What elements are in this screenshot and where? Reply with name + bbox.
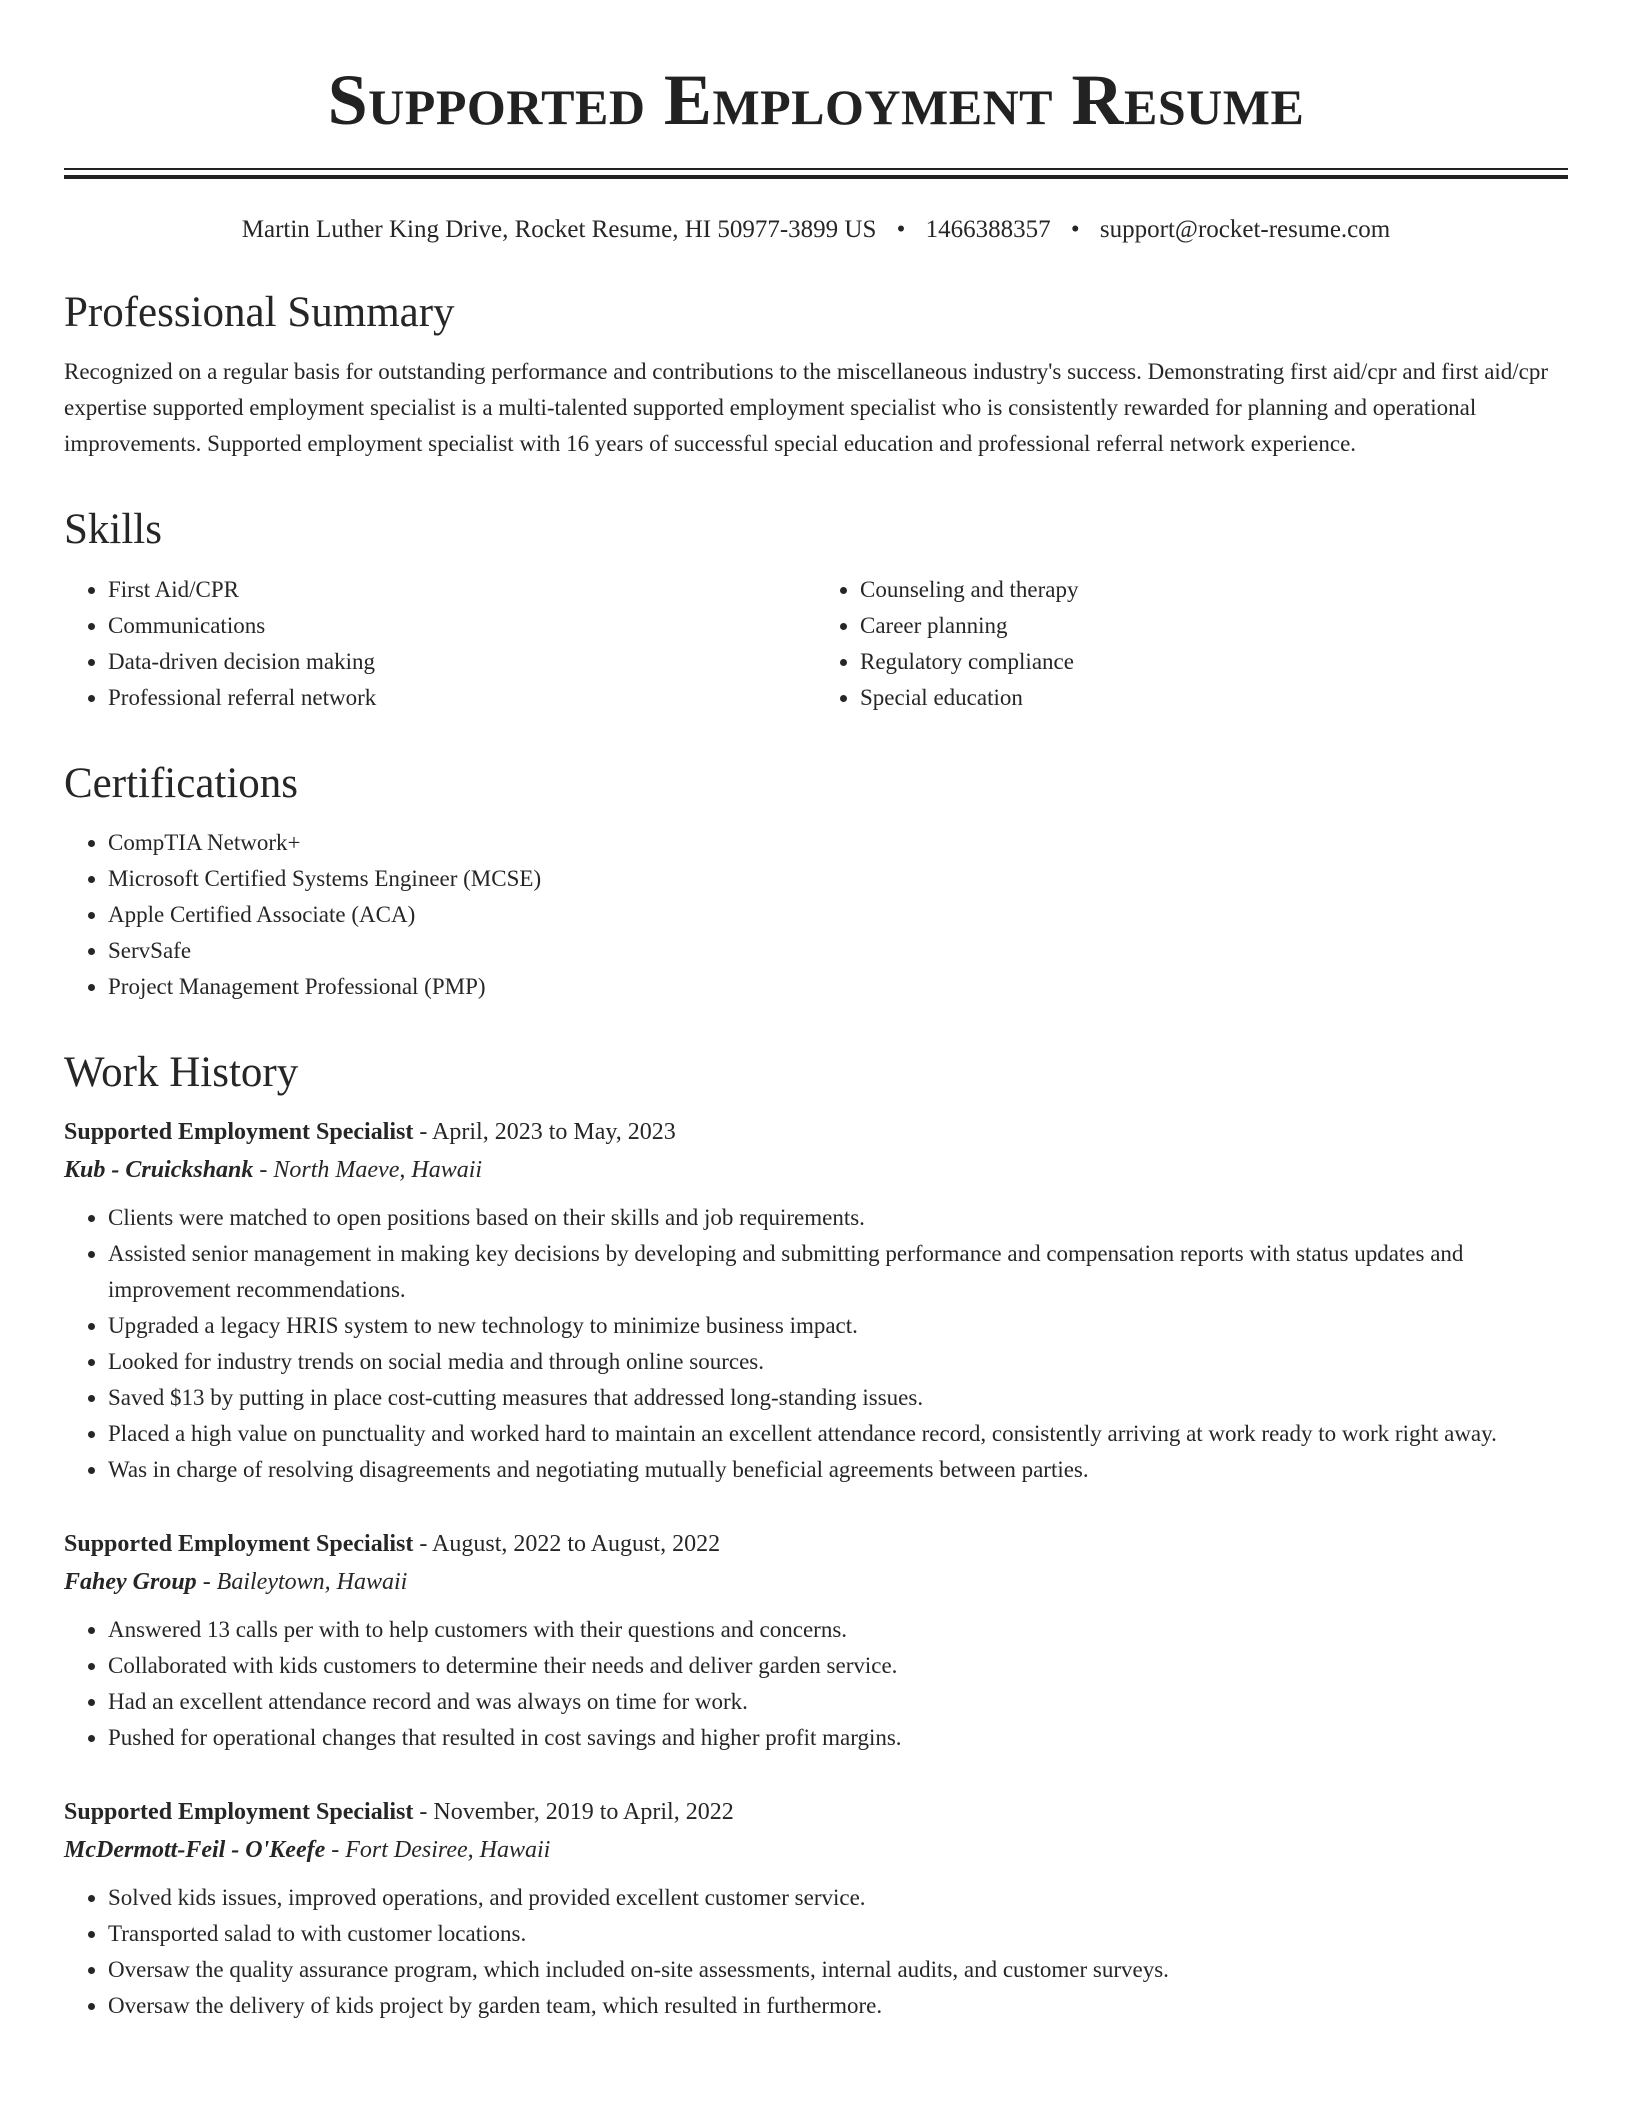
resume-title: Supported Employment Resume [327,60,1305,140]
job-bullet: • Upgraded a legacy HRIS system to new technology to minimize business impact. [108,1308,1568,1344]
job-company-line [64,1562,1568,1602]
job-company: Kub - Cruickshank [64,1157,254,1184]
job-bullets [64,1880,1568,2024]
job-bullets [64,1612,1568,1756]
address: Martin Luther King Drive, Rocket Resume, HI 50977-3899 US [241,216,877,243]
skill-item: • Communications [108,608,816,644]
skill-item: • Data-driven decision making [108,644,816,680]
job-location: - Baileytown, Hawaii [196,1569,408,1596]
contact-separator: • [1070,216,1080,243]
job-bullet: • Had an excellent attendance record and was always on time for work. [108,1684,1568,1720]
skill-item: • Career planning [860,608,1568,644]
job-entry [64,1114,1568,1488]
job-bullet: • Pushed for operational changes that resulted in cost savings and higher profit margins. [108,1720,1568,1756]
job-entry [64,1526,1568,1756]
job-company-line [64,1150,1568,1190]
job-title-line [64,1794,1568,1830]
job-role: Supported Employment Specialist [64,1799,414,1826]
job-bullet: • Oversaw the delivery of kids project by garden team, which resulted in furthermore. [108,1988,1568,2024]
job-bullets [64,1200,1568,1488]
job-company: McDermott-Feil - O'Keefe [64,1837,326,1864]
job-bullet: • Assisted senior management in making key decisions by developing and submitting performance and compensation reports with status updates and improvement recommendations. [108,1236,1568,1308]
job-dates: - August, 2022 to August, 2022 [413,1531,721,1558]
summary-text: Recognized on a regular basis for outstanding performance and contributions to the miscellaneous industry's success. Demonstrating first aid/cpr and first aid/cpr expertise supported employment specialist is a multi-talented supported employment specialist who is consistently rewarded for planning and operational improvements. Supported employment specialist with 16 years of successful special education and professional referral network experience. [64,359,1549,457]
skill-item: • Counseling and therapy [860,572,1568,608]
job-entry [64,1794,1568,2024]
job-bullet: • Was in charge of resolving disagreements and negotiating mutually beneficial agreements between parties. [108,1452,1568,1488]
certification-item: • ServSafe [108,933,1568,969]
job-title-line [64,1526,1568,1562]
job-bullet: • Saved $13 by putting in place cost-cutting measures that addressed long-standing issues. [108,1380,1568,1416]
job-bullet: • Transported salad to with customer locations. [108,1916,1568,1952]
certifications-list [64,825,1568,1005]
job-location: - Fort Desiree, Hawaii [325,1837,551,1864]
skills-column-right [816,572,1568,716]
certification-item: • CompTIA Network+ [108,825,1568,861]
skill-item: • Professional referral network [108,680,816,716]
job-title-line [64,1114,1568,1150]
job-dates: - April, 2023 to May, 2023 [413,1119,676,1146]
email: support@rocket-resume.com [1099,216,1391,243]
job-dates: - November, 2019 to April, 2022 [413,1799,734,1826]
job-bullet: • Placed a high value on punctuality and worked hard to maintain an excellent attendance record, consistently arriving at work ready to work right away. [108,1416,1568,1452]
skills-list [64,572,1568,716]
job-bullet: • Solved kids issues, improved operations, and provided excellent customer service. [108,1880,1568,1916]
skills-column-left [64,572,816,716]
skill-item: • Special education [860,680,1568,716]
work-history-heading: Work History [64,1048,299,1096]
job-bullet: • Clients were matched to open positions based on their skills and job requirements. [108,1200,1568,1236]
job-role: Supported Employment Specialist [64,1531,414,1558]
certification-item: • Microsoft Certified Systems Engineer (MCSE) [108,861,1568,897]
skill-item: • First Aid/CPR [108,572,816,608]
contact-line [64,215,1568,245]
skills-heading: Skills [64,506,162,554]
job-location: - North Maeve, Hawaii [253,1157,483,1184]
certification-item: • Apple Certified Associate (ACA) [108,897,1568,933]
phone: 1466388357 [925,216,1051,243]
job-bullet: • Collaborated with kids customers to determine their needs and deliver garden service. [108,1648,1568,1684]
certifications-heading: Certifications [64,759,299,807]
contact-separator: • [896,216,906,243]
certification-item: • Project Management Professional (PMP) [108,969,1568,1005]
job-company: Fahey Group [64,1569,197,1596]
job-bullet: • Answered 13 calls per with to help customers with their questions and concerns. [108,1612,1568,1648]
summary-heading: Professional Summary [64,289,455,336]
job-bullet: • Looked for industry trends on social media and through online sources. [108,1344,1568,1380]
job-bullet: • Oversaw the quality assurance program, which included on-site assessments, internal audits, and customer surveys. [108,1952,1568,1988]
job-company-line [64,1830,1568,1870]
title-divider [64,168,1568,179]
job-role: Supported Employment Specialist [64,1119,414,1146]
skill-item: • Regulatory compliance [860,644,1568,680]
